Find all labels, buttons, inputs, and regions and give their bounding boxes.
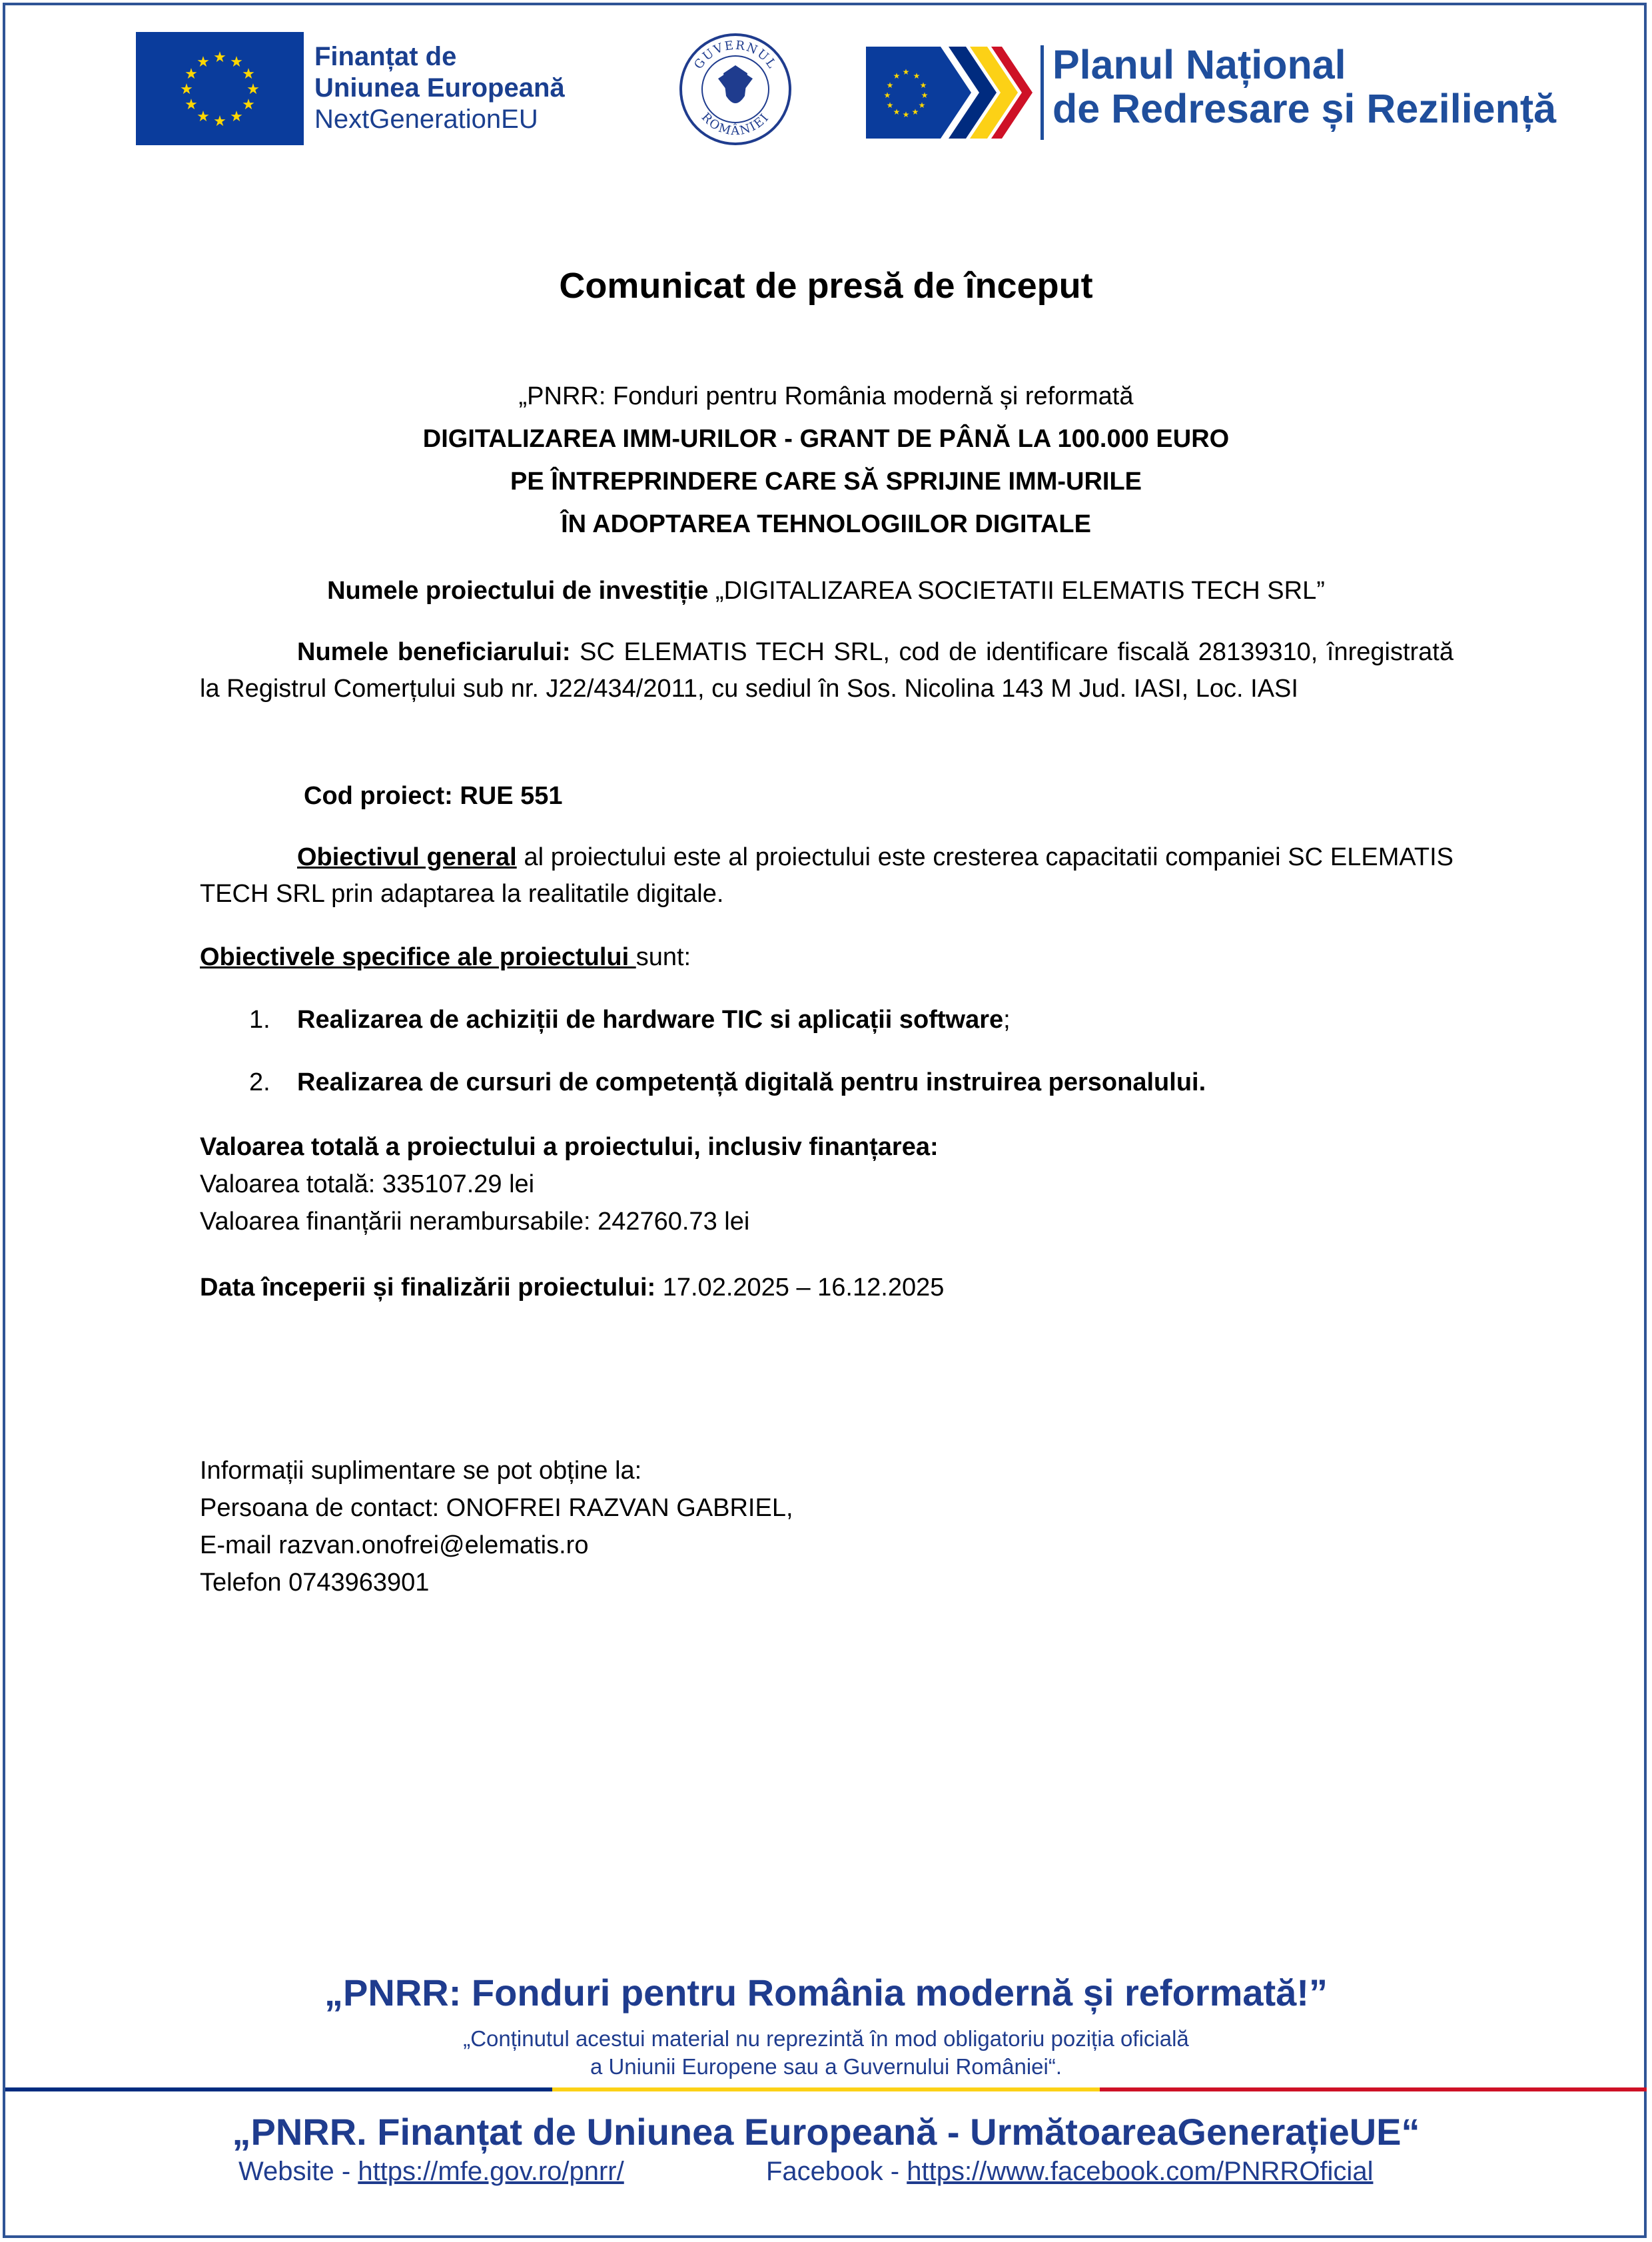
project-name-label: Numele proiectului de investiție <box>327 577 709 605</box>
contact-info <box>200 1452 1453 1601</box>
list-item-text: Realizarea de achiziții de hardware TIC si aplicații software <box>297 1006 1004 1034</box>
specific-objectives-suffix: sunt: <box>635 943 691 971</box>
project-dates-value: 17.02.2025 – 16.12.2025 <box>655 1274 945 1302</box>
romanian-government-seal-icon <box>678 32 793 147</box>
project-value-label: Valoarea totală a proiectului a proiectului, inclusiv finanțarea: <box>200 1133 939 1161</box>
facebook-link[interactable]: https://www.facebook.com/PNRROficial <box>907 2157 1374 2186</box>
footer-disclaimer <box>0 2025 1652 2081</box>
svg-text:★: ★ <box>913 71 921 81</box>
footer-pnrr-line: „PNRR. Finanțat de Uniunea Europeană - UrmătoareaGenerațieUE“ <box>232 2111 1420 2153</box>
project-code-label: Cod proiect: RUE 551 <box>304 782 563 810</box>
svg-text:★: ★ <box>886 81 894 90</box>
document-title: Comunicat de presă de început <box>559 266 1093 306</box>
project-name-value: „DIGITALIZAREA SOCIETATII ELEMATIS TECH SRL” <box>708 577 1325 605</box>
eu-logo-line3: NextGenerationEU <box>314 105 538 134</box>
footer-website-label: Website - <box>238 2157 358 2186</box>
pnrr-logo-line1: Planul Național <box>1052 42 1346 87</box>
pnrr-logo-line2: de Redresare și Reziliență <box>1052 86 1557 131</box>
svg-text:★: ★ <box>246 81 260 98</box>
svg-text:★: ★ <box>185 66 198 83</box>
svg-text:★: ★ <box>902 110 910 119</box>
footer-disclaimer-line2: a Uniunii Europene sau a Guvernului României“. <box>590 2054 1062 2079</box>
pnrr-logo-divider <box>1040 45 1044 140</box>
banner-line-1: DIGITALIZAREA IMM-URILOR - GRANT DE PÂNĂ LA 100.000 EURO <box>422 425 1230 453</box>
pnrr-flag-arrows-icon <box>866 43 1032 143</box>
banner-line-3: ÎN ADOPTAREA TEHNOLOGIILOR DIGITALE <box>561 510 1091 538</box>
project-value-total: Valoarea totală: 335107.29 lei <box>200 1170 535 1198</box>
svg-text:★: ★ <box>918 101 926 110</box>
list-item <box>249 1064 1206 1101</box>
svg-text:★: ★ <box>893 107 901 117</box>
eu-logo-line1: Finanțat de <box>314 42 457 71</box>
contact-person: Persoana de contact: ONOFREI RAZVAN GABRIEL, <box>200 1494 793 1522</box>
banner-line-2: PE ÎNTREPRINDERE CARE SĂ SPRIJINE IMM-URILE <box>510 468 1142 496</box>
page-border <box>3 3 1647 2238</box>
svg-text:★: ★ <box>242 97 255 113</box>
project-value-section <box>200 1128 1453 1240</box>
contact-info-heading: Informații suplimentare se pot obține la: <box>200 1457 642 1485</box>
beneficiary-paragraph <box>200 634 1453 707</box>
list-item <box>249 1002 1011 1038</box>
project-dates-label: Data începerii și finalizării proiectului: <box>200 1274 656 1302</box>
pnrr-logo <box>866 43 1572 143</box>
svg-text:GUVERNUL: GUVERNUL <box>691 38 780 72</box>
general-objective-paragraph <box>200 839 1453 913</box>
beneficiary-text: SC ELEMATIS TECH SRL, cod de identificare fiscală 28139310, înregistrată la Registrul Comerțului sub nr. J22/434/2011, cu sediul în Sos. Nicolina 143 M Jud. IASI, Loc. IASI <box>200 638 1453 703</box>
project-value-nonrefundable: Valoarea finanțării nerambursabile: 242760.73 lei <box>200 1208 750 1236</box>
eu-logo-line2: Uniunea Europeană <box>314 73 565 103</box>
svg-text:★: ★ <box>919 81 927 90</box>
svg-text:★: ★ <box>902 67 910 77</box>
list-item-number: 2. <box>249 1068 270 1096</box>
svg-text:★: ★ <box>197 54 210 71</box>
website-link[interactable]: https://mfe.gov.ro/pnrr/ <box>358 2157 624 2186</box>
list-item-text: Realizarea de cursuri de competență digitală pentru instruirea personalului. <box>297 1068 1206 1096</box>
footer-facebook <box>766 2155 1373 2187</box>
general-objective-text: al proiectului este al proiectului este cresterea capacitatii companiei SC ELEMATIS TECH SRL prin adaptarea la realitatile digitale. <box>200 843 1453 908</box>
specific-objectives-label: Obiectivele specifice ale proiectului <box>200 943 636 971</box>
footer-disclaimer-line1: „Conținutul acestui material nu reprezintă în mod obligatoriu poziția oficială <box>463 2026 1189 2051</box>
svg-text:★: ★ <box>230 54 243 71</box>
svg-text:★: ★ <box>886 101 894 110</box>
svg-text:★: ★ <box>242 66 255 83</box>
svg-text:★: ★ <box>230 109 243 125</box>
list-item-number: 1. <box>249 1006 270 1034</box>
svg-text:★: ★ <box>197 109 210 125</box>
contact-email: E-mail razvan.onofrei@elematis.ro <box>200 1531 589 1559</box>
contact-phone: Telefon 0743963901 <box>200 1569 430 1597</box>
svg-text:★: ★ <box>883 91 891 100</box>
list-item-suffix: ; <box>1003 1006 1011 1034</box>
document-tagline: „PNRR: Fonduri pentru România modernă și reformată <box>518 382 1134 410</box>
eu-flag-icon <box>136 32 304 145</box>
svg-text:★: ★ <box>921 91 929 100</box>
svg-text:★: ★ <box>185 97 198 113</box>
svg-text:★: ★ <box>213 49 226 66</box>
footer-tricolor-divider <box>5 2087 1647 2091</box>
svg-text:★: ★ <box>180 81 193 98</box>
footer-website <box>238 2155 624 2187</box>
footer-slogan: „PNRR: Fonduri pentru România modernă și reformată!” <box>324 1972 1328 2014</box>
project-dates <box>200 1270 1453 1306</box>
specific-objectives-heading <box>200 939 1453 976</box>
project-name <box>0 573 1652 609</box>
footer-facebook-label: Facebook - <box>766 2157 907 2186</box>
svg-text:★: ★ <box>911 107 919 117</box>
general-objective-label: Obiectivul general <box>297 843 517 871</box>
svg-text:★: ★ <box>213 113 226 130</box>
beneficiary-label: Numele beneficiarului: <box>297 638 571 666</box>
svg-text:ROMÂNIEI: ROMÂNIEI <box>698 110 773 139</box>
svg-text:★: ★ <box>893 71 901 81</box>
project-code <box>304 778 1557 815</box>
